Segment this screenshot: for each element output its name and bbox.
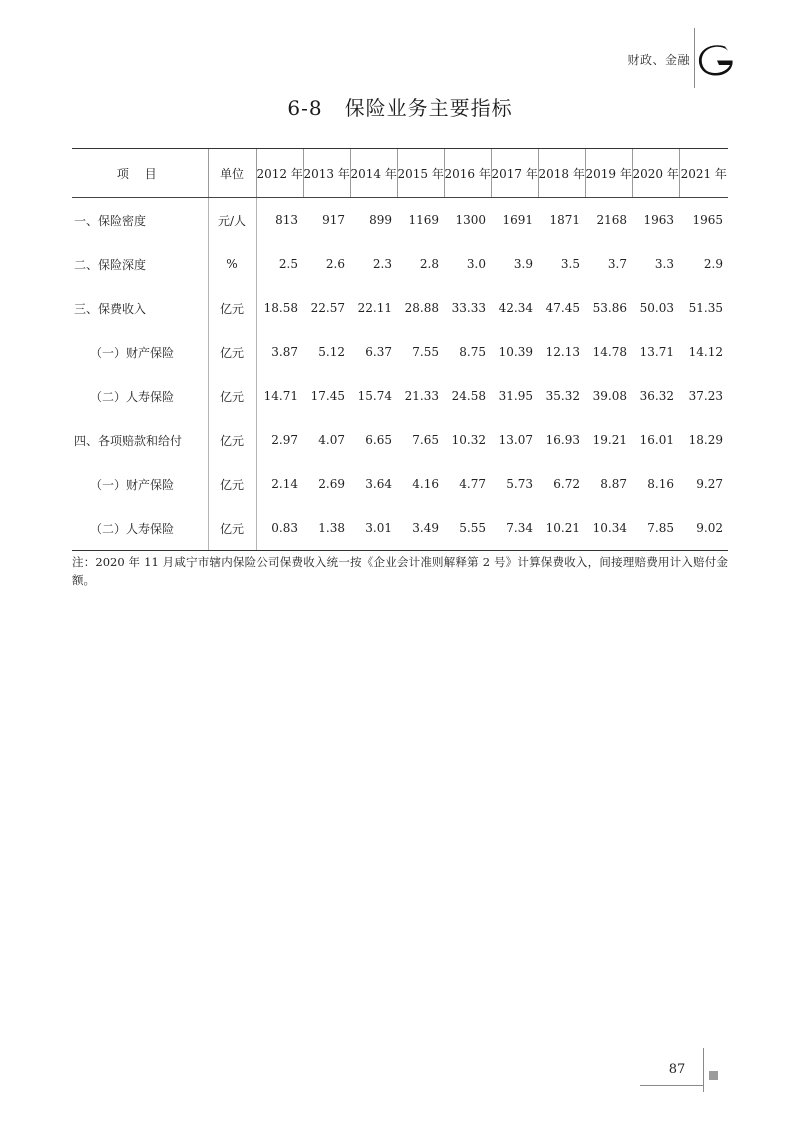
row-value: 21.33: [404, 389, 439, 403]
data-table-container: [72, 148, 728, 551]
row-unit: 元/人: [208, 198, 256, 243]
row-value: 0.83: [256, 506, 303, 551]
row-value: 4.07: [318, 433, 345, 447]
row-value: 13.07: [498, 433, 533, 447]
row-value: 3.7: [607, 257, 627, 271]
row-label: 三、保费收入: [74, 301, 147, 316]
row-value: 7.65: [412, 433, 439, 447]
row-value: 14.78: [592, 345, 627, 359]
header-row: [72, 149, 728, 198]
row-value: 7.85: [632, 506, 679, 551]
row-value: 1.38: [303, 506, 350, 551]
header-year: 2012 年: [256, 149, 303, 198]
row-value: 22.57: [310, 301, 345, 315]
data-table: [72, 148, 728, 551]
row-unit: 亿元: [208, 330, 256, 374]
row-value: 2.8: [419, 257, 439, 271]
row-value: 3.01: [350, 506, 397, 551]
row-value: 2.3: [372, 257, 392, 271]
footer-rule: [640, 1085, 704, 1086]
row-value: 10.39: [498, 345, 533, 359]
row-value: 5.55: [444, 506, 491, 551]
page-title: [0, 92, 800, 121]
table-title: 保险业务主要指标: [344, 96, 513, 120]
row-value: 16.93: [545, 433, 580, 447]
row-value: 18.58: [263, 301, 298, 315]
row-value: 35.32: [545, 389, 580, 403]
table-row: [72, 418, 728, 462]
row-value: 1871: [549, 213, 580, 227]
row-label: 二、保险深度: [74, 257, 147, 272]
header-year: 2020 年: [632, 149, 679, 198]
row-value: 813: [275, 213, 298, 227]
row-value: 24.58: [451, 389, 486, 403]
row-value: 5.12: [318, 345, 345, 359]
row-value: 3.9: [513, 257, 533, 271]
row-value: 13.71: [639, 345, 674, 359]
table-row: [72, 198, 728, 243]
row-value: 1965: [692, 213, 723, 227]
row-value: 2.9: [703, 257, 723, 271]
header-year: 2019 年: [585, 149, 632, 198]
row-value: 42.34: [498, 301, 533, 315]
row-value: 15.74: [357, 389, 392, 403]
row-unit: %: [208, 242, 256, 286]
footer-divider: [703, 1048, 704, 1092]
table-body: [72, 198, 728, 551]
table-row: [72, 374, 728, 418]
header-year: 2015 年: [397, 149, 444, 198]
row-value: 14.71: [263, 389, 298, 403]
row-value: 36.32: [639, 389, 674, 403]
row-value: 51.35: [688, 301, 723, 315]
header-year: 2017 年: [491, 149, 538, 198]
page-number: 87: [668, 1062, 686, 1077]
row-value: 1963: [643, 213, 674, 227]
row-value: 2.6: [325, 257, 345, 271]
row-label: （二）人寿保险: [72, 506, 208, 551]
row-value: 10.32: [451, 433, 486, 447]
row-unit: 亿元: [208, 462, 256, 506]
header-year: 2018 年: [538, 149, 585, 198]
header-year: 2016 年: [444, 149, 491, 198]
header-year: 2021 年: [679, 149, 728, 198]
header-year: 2013 年: [303, 149, 350, 198]
row-value: 4.77: [459, 477, 486, 491]
row-value: 31.95: [498, 389, 533, 403]
row-value: 7.55: [412, 345, 439, 359]
row-value: 3.0: [466, 257, 486, 271]
row-value: 33.33: [451, 301, 486, 315]
row-value: 1300: [455, 213, 486, 227]
row-value: 12.13: [545, 345, 580, 359]
header-item: 项 目: [72, 149, 208, 198]
row-value: 37.23: [688, 389, 723, 403]
row-value: 50.03: [639, 301, 674, 315]
row-label: （一）财产保险: [90, 345, 175, 360]
row-value: 3.87: [271, 345, 298, 359]
row-value: 18.29: [688, 433, 723, 447]
row-value: 3.49: [397, 506, 444, 551]
row-value: 2.69: [318, 477, 345, 491]
table-row: [72, 286, 728, 330]
row-value: 2168: [596, 213, 627, 227]
row-value: 1691: [502, 213, 533, 227]
row-label: （一）财产保险: [90, 477, 175, 492]
logo: [698, 44, 734, 76]
row-label: （二）人寿保险: [90, 389, 175, 404]
row-value: 8.16: [647, 477, 674, 491]
row-value: 7.34: [491, 506, 538, 551]
row-value: 19.21: [592, 433, 627, 447]
row-value: 917: [322, 213, 345, 227]
row-label: 一、保险密度: [74, 213, 147, 228]
row-value: 4.16: [412, 477, 439, 491]
row-value: 9.02: [679, 506, 728, 551]
table-header: [72, 149, 728, 198]
table-note: 注：2020 年 11 月咸宁市辖内保险公司保费收入统一按《企业会计准则解释第 2 号》计算保费收入，间接理赔费用计入赔付金额。: [72, 555, 728, 587]
row-value: 5.73: [506, 477, 533, 491]
row-value: 6.72: [553, 477, 580, 491]
row-value: 47.45: [545, 301, 580, 315]
row-value: 6.37: [365, 345, 392, 359]
footer-marker: [709, 1071, 718, 1080]
row-value: 899: [369, 213, 392, 227]
row-value: 10.21: [538, 506, 585, 551]
row-value: 14.12: [688, 345, 723, 359]
header-year: 2014 年: [350, 149, 397, 198]
table-row: [72, 242, 728, 286]
row-unit: 亿元: [208, 374, 256, 418]
row-value: 22.11: [357, 301, 392, 315]
header-divider: [694, 28, 695, 88]
row-unit: 亿元: [208, 506, 256, 551]
row-value: 8.87: [600, 477, 627, 491]
row-label: 四、各项赔款和给付: [74, 433, 183, 448]
table-row: [72, 506, 728, 551]
row-value: 17.45: [310, 389, 345, 403]
table-row: [72, 330, 728, 374]
row-value: 16.01: [639, 433, 674, 447]
row-value: 2.97: [271, 433, 298, 447]
row-value: 39.08: [592, 389, 627, 403]
row-value: 8.75: [459, 345, 486, 359]
row-value: 9.27: [696, 477, 723, 491]
row-value: 28.88: [404, 301, 439, 315]
table-row: [72, 462, 728, 506]
row-value: 53.86: [592, 301, 627, 315]
row-unit: 亿元: [208, 418, 256, 462]
row-value: 10.34: [585, 506, 632, 551]
row-value: 2.5: [278, 257, 298, 271]
row-value: 1169: [408, 213, 439, 227]
table-number: 6-8: [287, 96, 323, 120]
row-unit: 亿元: [208, 286, 256, 330]
row-value: 3.64: [365, 477, 392, 491]
header-unit: 单位: [208, 149, 256, 198]
row-value: 6.65: [365, 433, 392, 447]
row-value: 3.3: [654, 257, 674, 271]
row-value: 2.14: [271, 477, 298, 491]
row-value: 3.5: [560, 257, 580, 271]
running-header: 财政、金融: [627, 53, 690, 67]
